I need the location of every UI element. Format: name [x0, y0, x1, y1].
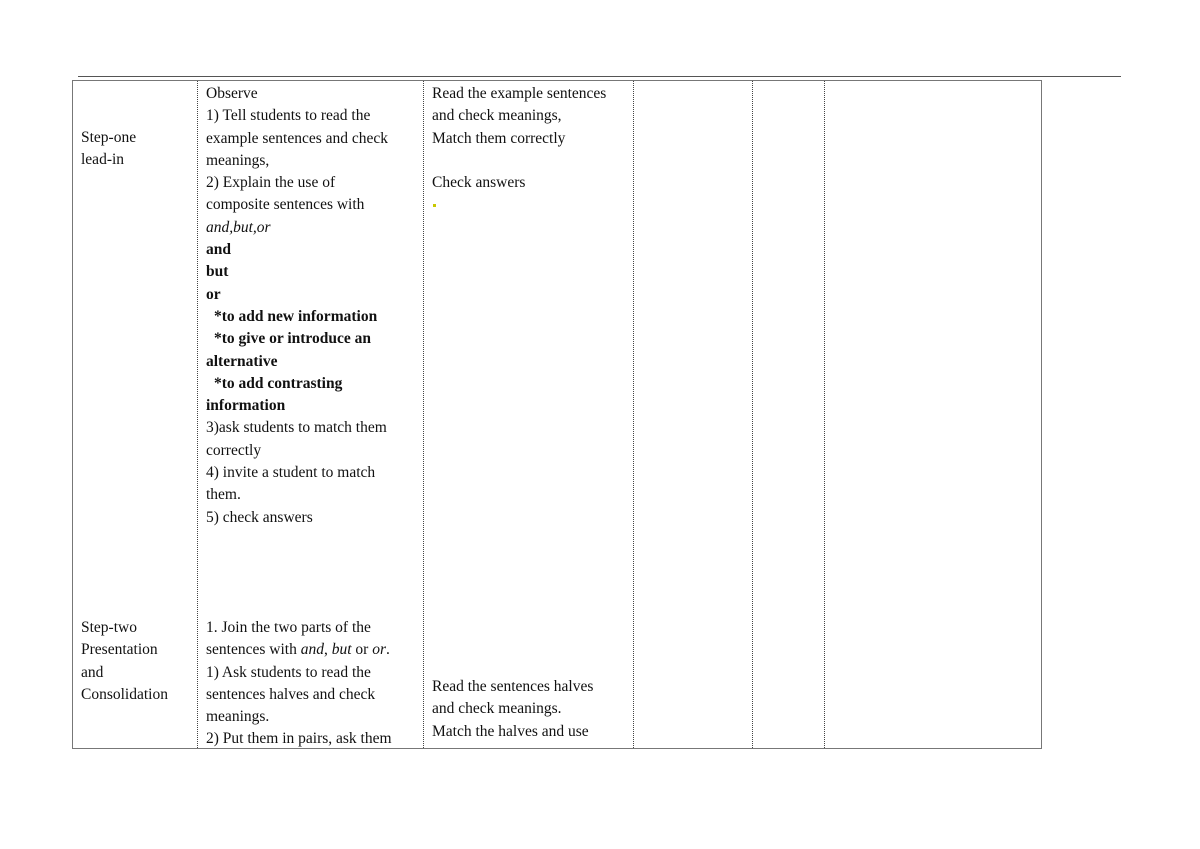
step-one-name: Step-one lead-in [81, 129, 137, 169]
student-activity-column [424, 81, 634, 749]
empty-column-6 [825, 81, 1042, 749]
join-instruction: sentences with and, but or or. [206, 641, 390, 659]
step-column [73, 81, 198, 749]
step-two-teacher-activity: 1. Join the two parts of the sentences with and, but or or. 1) Ask students to read the sentences halves and check meanings. 2) Put them in pairs, ask them [206, 617, 419, 751]
margin-mark [433, 204, 436, 207]
step-two-name: Step-two Presentation and Consolidation [81, 619, 168, 703]
empty-column-5 [753, 81, 825, 749]
table-row [73, 81, 1042, 749]
empty-column-4 [634, 81, 753, 749]
step-one-teacher-activity: Observe 1) Tell students to read the example sentences and check meanings, 2) Explain the use of composite sentences with and,but,or and but or *to add new information *to give or introduce an alternative *to add contrasting information 3)ask students to match them correctly 4) invite a student to match them. 5) check answers [206, 85, 389, 526]
step-one-student-activity: Read the example sentences and check meanings, Match them correctly Check answers [432, 83, 629, 217]
lesson-plan-table [72, 80, 1042, 749]
teacher-activity-column [198, 81, 424, 749]
step-two-student-activity: Read the sentences halves and check meanings. Match the halves and use [432, 678, 594, 740]
header-rule [78, 76, 1121, 77]
